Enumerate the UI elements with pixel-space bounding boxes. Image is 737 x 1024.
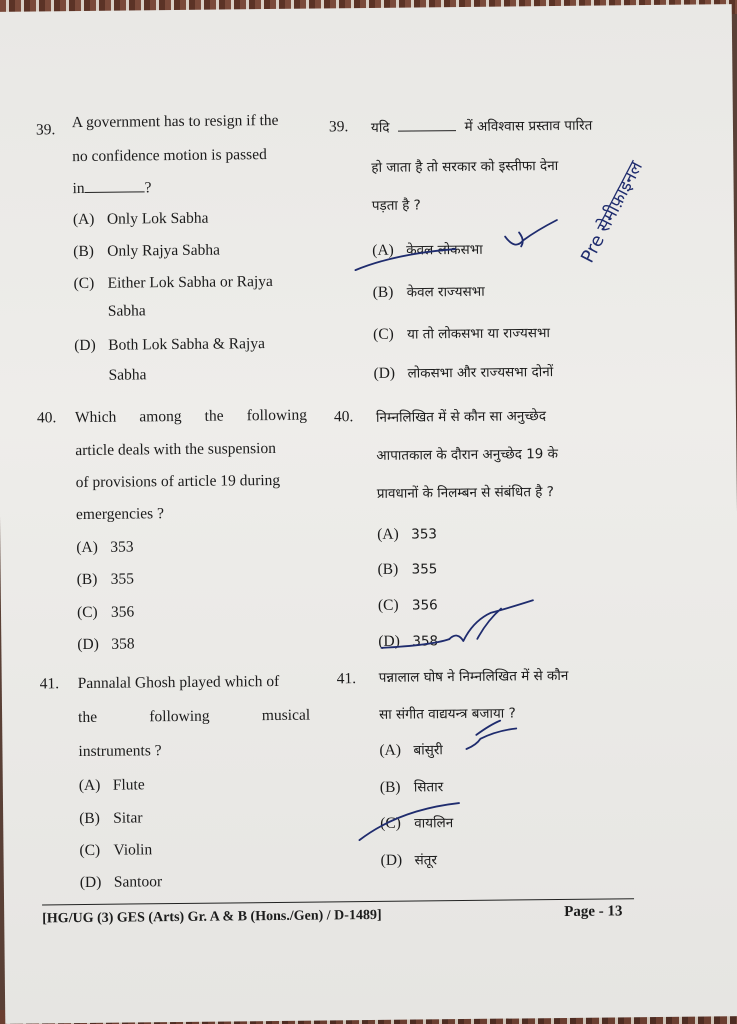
q40-hi-line-3: प्रावधानों के निलम्बन से संबंधित है ? [376, 484, 554, 502]
underline-q39-hi [355, 249, 455, 270]
q40-en-option-d: (D) 358 [77, 635, 135, 654]
q40-en-option-a: (A) 353 [76, 538, 134, 557]
q39-hi-line-2: हो जाता है तो सरकार को इस्तीफा देना [371, 157, 559, 176]
q40-hi-number: 40. [333, 408, 354, 426]
q39-en-in: in [72, 179, 85, 198]
handwritten-signature: Pre सेमीफ़ाइनल [577, 157, 648, 267]
q40-hi-line-2: आपातकाल के दौरान अनुच्छेद 19 के [376, 446, 559, 464]
q41-hi-line-1: पन्नालाल घोष ने निम्नलिखित में से कौन [378, 667, 569, 686]
q39-hi-option-b: (B) केवल राज्यसभा [372, 283, 485, 301]
q39-en-option-d-cont: Sabha [108, 366, 147, 384]
q40-hi-option-b: (B) 355 [377, 560, 438, 578]
q41-hi-option-c: (C) वायलिन [380, 814, 454, 832]
footer-paper-code: [HG/UG (3) GES (Arts) Gr. A & B (Hons./Gen) / D-1489] [42, 907, 382, 927]
q40-hi-option-d: (D) 358 [378, 632, 439, 650]
q40-en-line-3: of provisions of article 19 during [75, 471, 281, 492]
q39-hi-option-d: (D) लोकसभा और राज्यसभा दोनों [373, 364, 554, 382]
q41-en-line-3: instruments ? [78, 742, 162, 761]
q41-hi-option-a: (A) बांसुरी [379, 741, 443, 759]
q39-hi-line-3: पड़ता है ? [371, 197, 421, 214]
q41-en-line-2: the following musical [78, 706, 311, 727]
q39-en-qmark: ? [144, 179, 152, 197]
q41-hi-number: 41. [336, 670, 357, 688]
q39-number: 39. [35, 121, 56, 139]
q40-hi-option-c: (C) 356 [377, 596, 438, 614]
q39-hi-line-1: यदि में अविश्वास प्रस्ताव पारित [370, 117, 593, 136]
strike-q41-hi-c [359, 803, 459, 840]
q41-en-line-1: Pannalal Ghosh played which of [77, 672, 280, 693]
q39-en-line-1: A government has to resign if the [71, 111, 279, 132]
q39-en-option-d: (D) Both Lok Sabha & Rajya [74, 335, 266, 355]
q39-en-line-2: no confidence motion is passed [72, 146, 267, 166]
q39-hi-number: 39. [328, 118, 349, 136]
q39-en-option-b: (B) Only Rajya Sabha [73, 241, 221, 261]
q41-en-option-c: (C) Violin [79, 841, 153, 860]
q39-hi-option-c: (C) या तो लोकसभा या राज्यसभा [373, 325, 551, 343]
q41-hi-option-d: (D) संतूर [380, 851, 438, 869]
q41-en-option-b: (B) Sitar [79, 809, 143, 828]
tick-mark-q40-hi-d [449, 600, 533, 641]
q40-number: 40. [36, 409, 57, 427]
q39-en-option-c: (C) Either Lok Sabha or Rajya [73, 272, 273, 293]
q39-hi-option-a: (A) केवल लोकसभा [372, 241, 483, 259]
q39-en-option-c-cont: Sabha [107, 302, 146, 320]
exam-page [0, 4, 737, 1024]
tick-mark-q41-hi-a [466, 720, 516, 749]
q41-en-option-d: (D) Santoor [79, 873, 163, 892]
q39-en-option-a: (A) Only Lok Sabha [72, 209, 209, 229]
q41-number: 41. [39, 675, 60, 693]
q40-en-line-4: emergencies ? [75, 505, 165, 524]
q40-en-option-b: (B) 355 [76, 570, 135, 589]
q40-en-option-c: (C) 356 [76, 603, 135, 622]
q41-hi-option-b: (B) सितार [379, 778, 444, 796]
q41-en-option-a: (A) Flute [78, 776, 145, 795]
q41-hi-line-2: सा संगीत वाद्ययन्त्र बजाया ? [379, 705, 516, 723]
strike-q40-hi-d [381, 639, 449, 648]
footer-page-number: Page - 13 [564, 903, 623, 920]
q40-hi-option-a: (A) 353 [377, 525, 438, 543]
q40-en-line-1: Which among the following [74, 406, 308, 427]
q40-hi-line-1: निम्नलिखित में से कौन सा अनुच्छेद [375, 408, 547, 426]
tick-mark-q39-hi-a [505, 220, 557, 247]
q40-en-line-2: article deals with the suspension [75, 439, 276, 460]
